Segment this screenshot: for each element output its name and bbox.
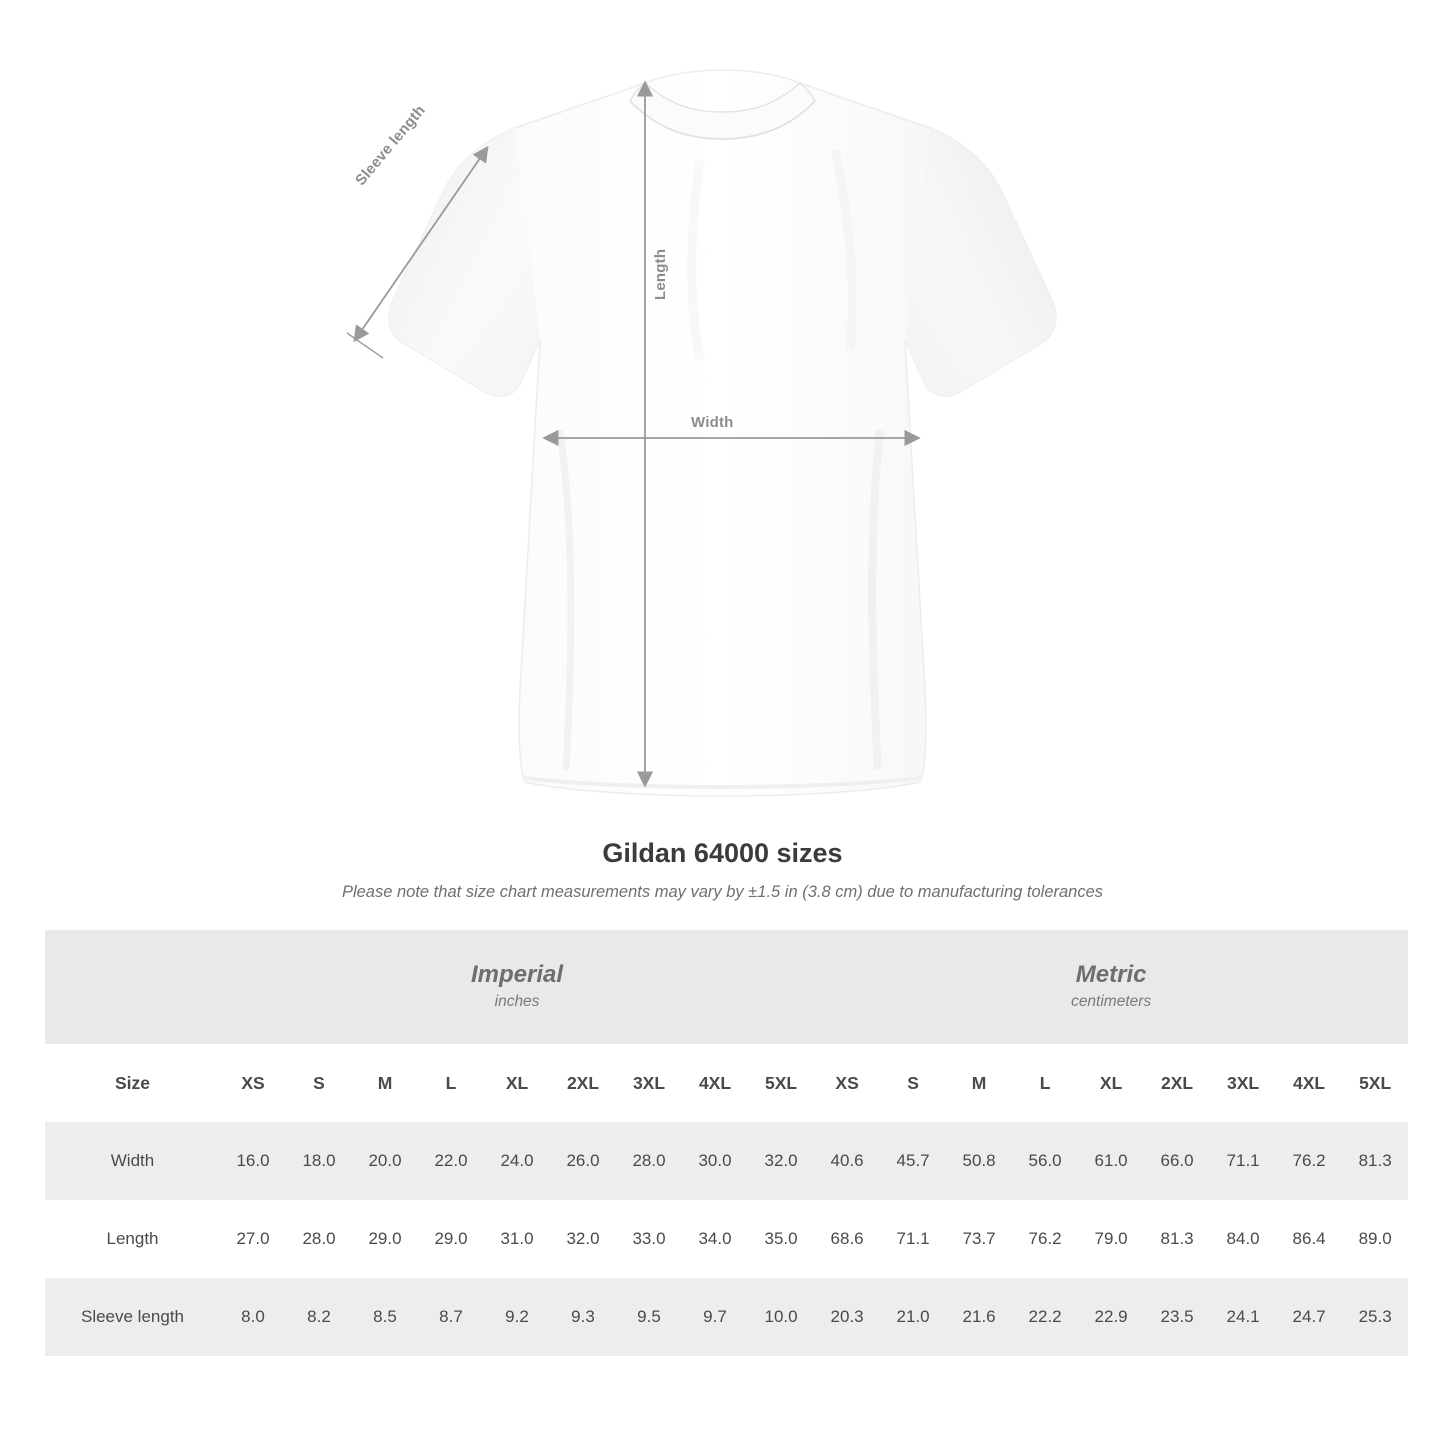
cell-length-imperial-7: 34.0 — [682, 1200, 748, 1278]
size-header-imperial-4: XL — [484, 1044, 550, 1122]
unit-metric-name: Metric — [1075, 960, 1147, 988]
size-header-metric-4: XL — [1078, 1044, 1144, 1122]
size-header-metric-1: S — [880, 1044, 946, 1122]
cell-length-imperial-4: 31.0 — [484, 1200, 550, 1278]
unit-metric-sub: centimeters — [1071, 992, 1152, 1010]
cell-sleeve-metric-1: 21.0 — [880, 1278, 946, 1356]
cell-sleeve-imperial-4: 9.2 — [484, 1278, 550, 1356]
cell-sleeve-imperial-5: 9.3 — [550, 1278, 616, 1356]
cell-width-imperial-2: 20.0 — [352, 1122, 418, 1200]
cell-sleeve-metric-5: 23.5 — [1144, 1278, 1210, 1356]
cell-width-metric-1: 45.7 — [880, 1122, 946, 1200]
cell-length-imperial-6: 33.0 — [616, 1200, 682, 1278]
cell-sleeve-metric-0: 20.3 — [814, 1278, 880, 1356]
cell-length-imperial-2: 29.0 — [352, 1200, 418, 1278]
cell-width-imperial-3: 22.0 — [418, 1122, 484, 1200]
cell-sleeve-imperial-6: 9.5 — [616, 1278, 682, 1356]
unit-imperial-cell — [220, 930, 814, 1044]
cell-width-metric-0: 40.6 — [814, 1122, 880, 1200]
cell-width-metric-2: 50.8 — [946, 1122, 1012, 1200]
cell-sleeve-metric-7: 24.7 — [1276, 1278, 1342, 1356]
unit-imperial-sub: inches — [494, 992, 540, 1010]
size-table-wrapper — [0, 930, 1445, 1356]
cell-width-metric-7: 76.2 — [1276, 1122, 1342, 1200]
cell-sleeve-imperial-1: 8.2 — [286, 1278, 352, 1356]
row-header-length: Length — [45, 1200, 220, 1278]
shirt-shape — [389, 70, 1056, 796]
size-header-metric-0: XS — [814, 1044, 880, 1122]
cell-sleeve-imperial-7: 9.7 — [682, 1278, 748, 1356]
width-label: Width — [683, 414, 742, 431]
cell-sleeve-imperial-2: 8.5 — [352, 1278, 418, 1356]
row-header-sleeve-length: Sleeve length — [45, 1278, 220, 1356]
cell-length-imperial-0: 27.0 — [220, 1200, 286, 1278]
table-row — [45, 1200, 1408, 1278]
cell-length-metric-7: 86.4 — [1276, 1200, 1342, 1278]
cell-length-metric-3: 76.2 — [1012, 1200, 1078, 1278]
cell-width-metric-4: 61.0 — [1078, 1122, 1144, 1200]
cell-sleeve-imperial-0: 8.0 — [220, 1278, 286, 1356]
cell-length-metric-5: 81.3 — [1144, 1200, 1210, 1278]
size-header-metric-2: M — [946, 1044, 1012, 1122]
cell-length-metric-6: 84.0 — [1210, 1200, 1276, 1278]
title-block — [0, 838, 1445, 902]
size-header-imperial-5: 2XL — [550, 1044, 616, 1122]
cell-width-metric-3: 56.0 — [1012, 1122, 1078, 1200]
unit-header-row — [45, 930, 1408, 1044]
cell-width-imperial-5: 26.0 — [550, 1122, 616, 1200]
unit-imperial-name: Imperial — [471, 960, 564, 988]
size-header-metric-3: L — [1012, 1044, 1078, 1122]
cell-sleeve-metric-2: 21.6 — [946, 1278, 1012, 1356]
size-chart-table — [45, 930, 1408, 1356]
cell-width-metric-5: 66.0 — [1144, 1122, 1210, 1200]
cell-sleeve-metric-3: 22.2 — [1012, 1278, 1078, 1356]
cell-sleeve-imperial-8: 10.0 — [748, 1278, 814, 1356]
cell-length-metric-2: 73.7 — [946, 1200, 1012, 1278]
cell-width-imperial-1: 18.0 — [286, 1122, 352, 1200]
size-header-imperial-0: XS — [220, 1044, 286, 1122]
size-header-imperial-8: 5XL — [748, 1044, 814, 1122]
cell-width-imperial-7: 30.0 — [682, 1122, 748, 1200]
cell-width-imperial-8: 32.0 — [748, 1122, 814, 1200]
size-header-row — [45, 1044, 1408, 1122]
cell-length-imperial-3: 29.0 — [418, 1200, 484, 1278]
unit-metric-cell — [814, 930, 1408, 1044]
size-header-imperial-6: 3XL — [616, 1044, 682, 1122]
size-header-metric-8: 5XL — [1342, 1044, 1408, 1122]
size-header-metric-6: 3XL — [1210, 1044, 1276, 1122]
table-row — [45, 1278, 1408, 1356]
cell-length-metric-8: 89.0 — [1342, 1200, 1408, 1278]
size-header-imperial-1: S — [286, 1044, 352, 1122]
cell-length-imperial-8: 35.0 — [748, 1200, 814, 1278]
size-header-metric-5: 2XL — [1144, 1044, 1210, 1122]
page-title: Gildan 64000 sizes — [602, 838, 843, 868]
size-header-metric-7: 4XL — [1276, 1044, 1342, 1122]
tolerance-note: Please note that size chart measurements may vary by ±1.5 in (3.8 cm) due to manufacturing tolerances — [341, 883, 1104, 901]
cell-length-metric-4: 79.0 — [1078, 1200, 1144, 1278]
size-header-imperial-7: 4XL — [682, 1044, 748, 1122]
length-label: Length — [652, 248, 669, 300]
unit-spacer-cell — [45, 930, 220, 1044]
size-header-imperial-3: L — [418, 1044, 484, 1122]
cell-width-metric-8: 81.3 — [1342, 1122, 1408, 1200]
cell-sleeve-imperial-3: 8.7 — [418, 1278, 484, 1356]
row-header-size: Size — [45, 1044, 220, 1122]
cell-width-imperial-4: 24.0 — [484, 1122, 550, 1200]
cell-length-metric-0: 68.6 — [814, 1200, 880, 1278]
cell-width-imperial-6: 28.0 — [616, 1122, 682, 1200]
row-header-width: Width — [45, 1122, 220, 1200]
table-row — [45, 1122, 1408, 1200]
cell-width-imperial-0: 16.0 — [220, 1122, 286, 1200]
sleeve-length-label: Sleeve length — [352, 101, 429, 189]
cell-length-metric-1: 71.1 — [880, 1200, 946, 1278]
cell-width-metric-6: 71.1 — [1210, 1122, 1276, 1200]
cell-length-imperial-1: 28.0 — [286, 1200, 352, 1278]
cell-sleeve-metric-8: 25.3 — [1342, 1278, 1408, 1356]
cell-sleeve-metric-6: 24.1 — [1210, 1278, 1276, 1356]
cell-sleeve-metric-4: 22.9 — [1078, 1278, 1144, 1356]
size-header-imperial-2: M — [352, 1044, 418, 1122]
cell-length-imperial-5: 32.0 — [550, 1200, 616, 1278]
